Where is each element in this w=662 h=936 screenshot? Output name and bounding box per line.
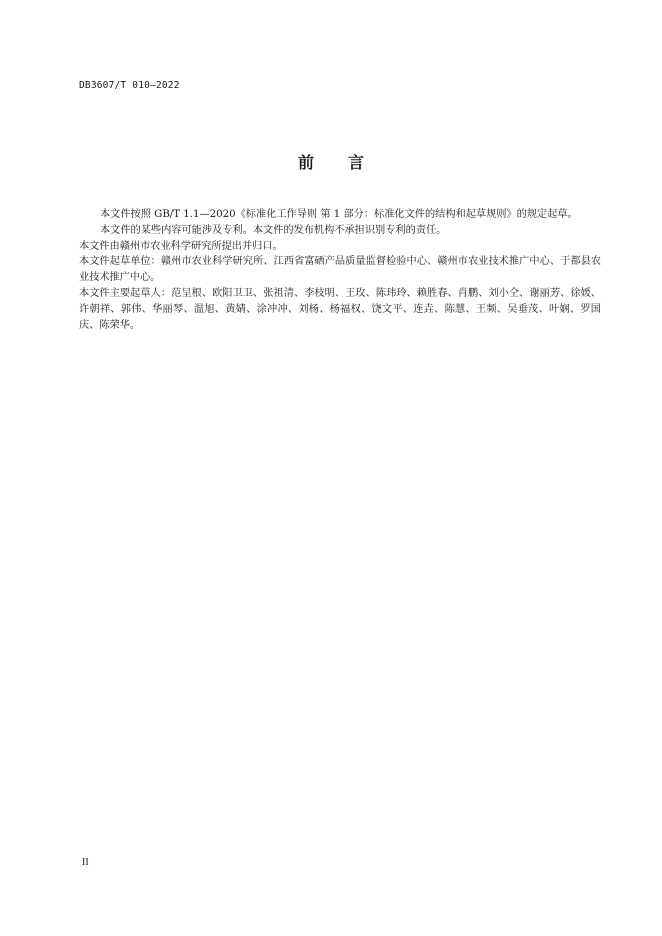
title-char-2: 言 bbox=[348, 153, 365, 172]
page-number: II bbox=[82, 857, 89, 868]
foreword-body bbox=[79, 207, 601, 333]
title-char-1: 前 bbox=[297, 153, 314, 172]
paragraph-proposer: 本文件由赣州市农业科学研究所提出并归口。 bbox=[79, 240, 283, 252]
document-code: DB3607/T 010—2022 bbox=[79, 80, 180, 91]
paragraph-patent-notice: 本文件的某些内容可能涉及专利。本文件的发布机构不承担识别专利的责任。 bbox=[100, 224, 447, 236]
paragraph-drafting-rules: 本文件按照 GB/T 1.1—2020《标准化工作导则 第 1 部分：标准化文件的结构和起草规则》的规定起草。 bbox=[100, 209, 578, 220]
paragraph-drafters: 本文件主要起草人：范呈根、欧阳卫卫、张祖清、李枝明、王玫、陈玮玲、赖胜春、肖鹏、刘小仝、谢丽芳、徐媛、许朝祥、郭伟、华丽琴、温旭、黄婧、涂冲冲、刘杨、杨福权、饶文平、连垚、陈慧、王频、吴垂茂、叶娴、罗国庆、陈荣华。 bbox=[79, 287, 601, 331]
page-title bbox=[0, 150, 662, 173]
paragraph-drafting-units: 本文件起草单位：赣州市农业科学研究所、江西省富硒产品质量监督检验中心、赣州市农业技术推广中心、于都县农业技术推广中心。 bbox=[79, 256, 601, 284]
